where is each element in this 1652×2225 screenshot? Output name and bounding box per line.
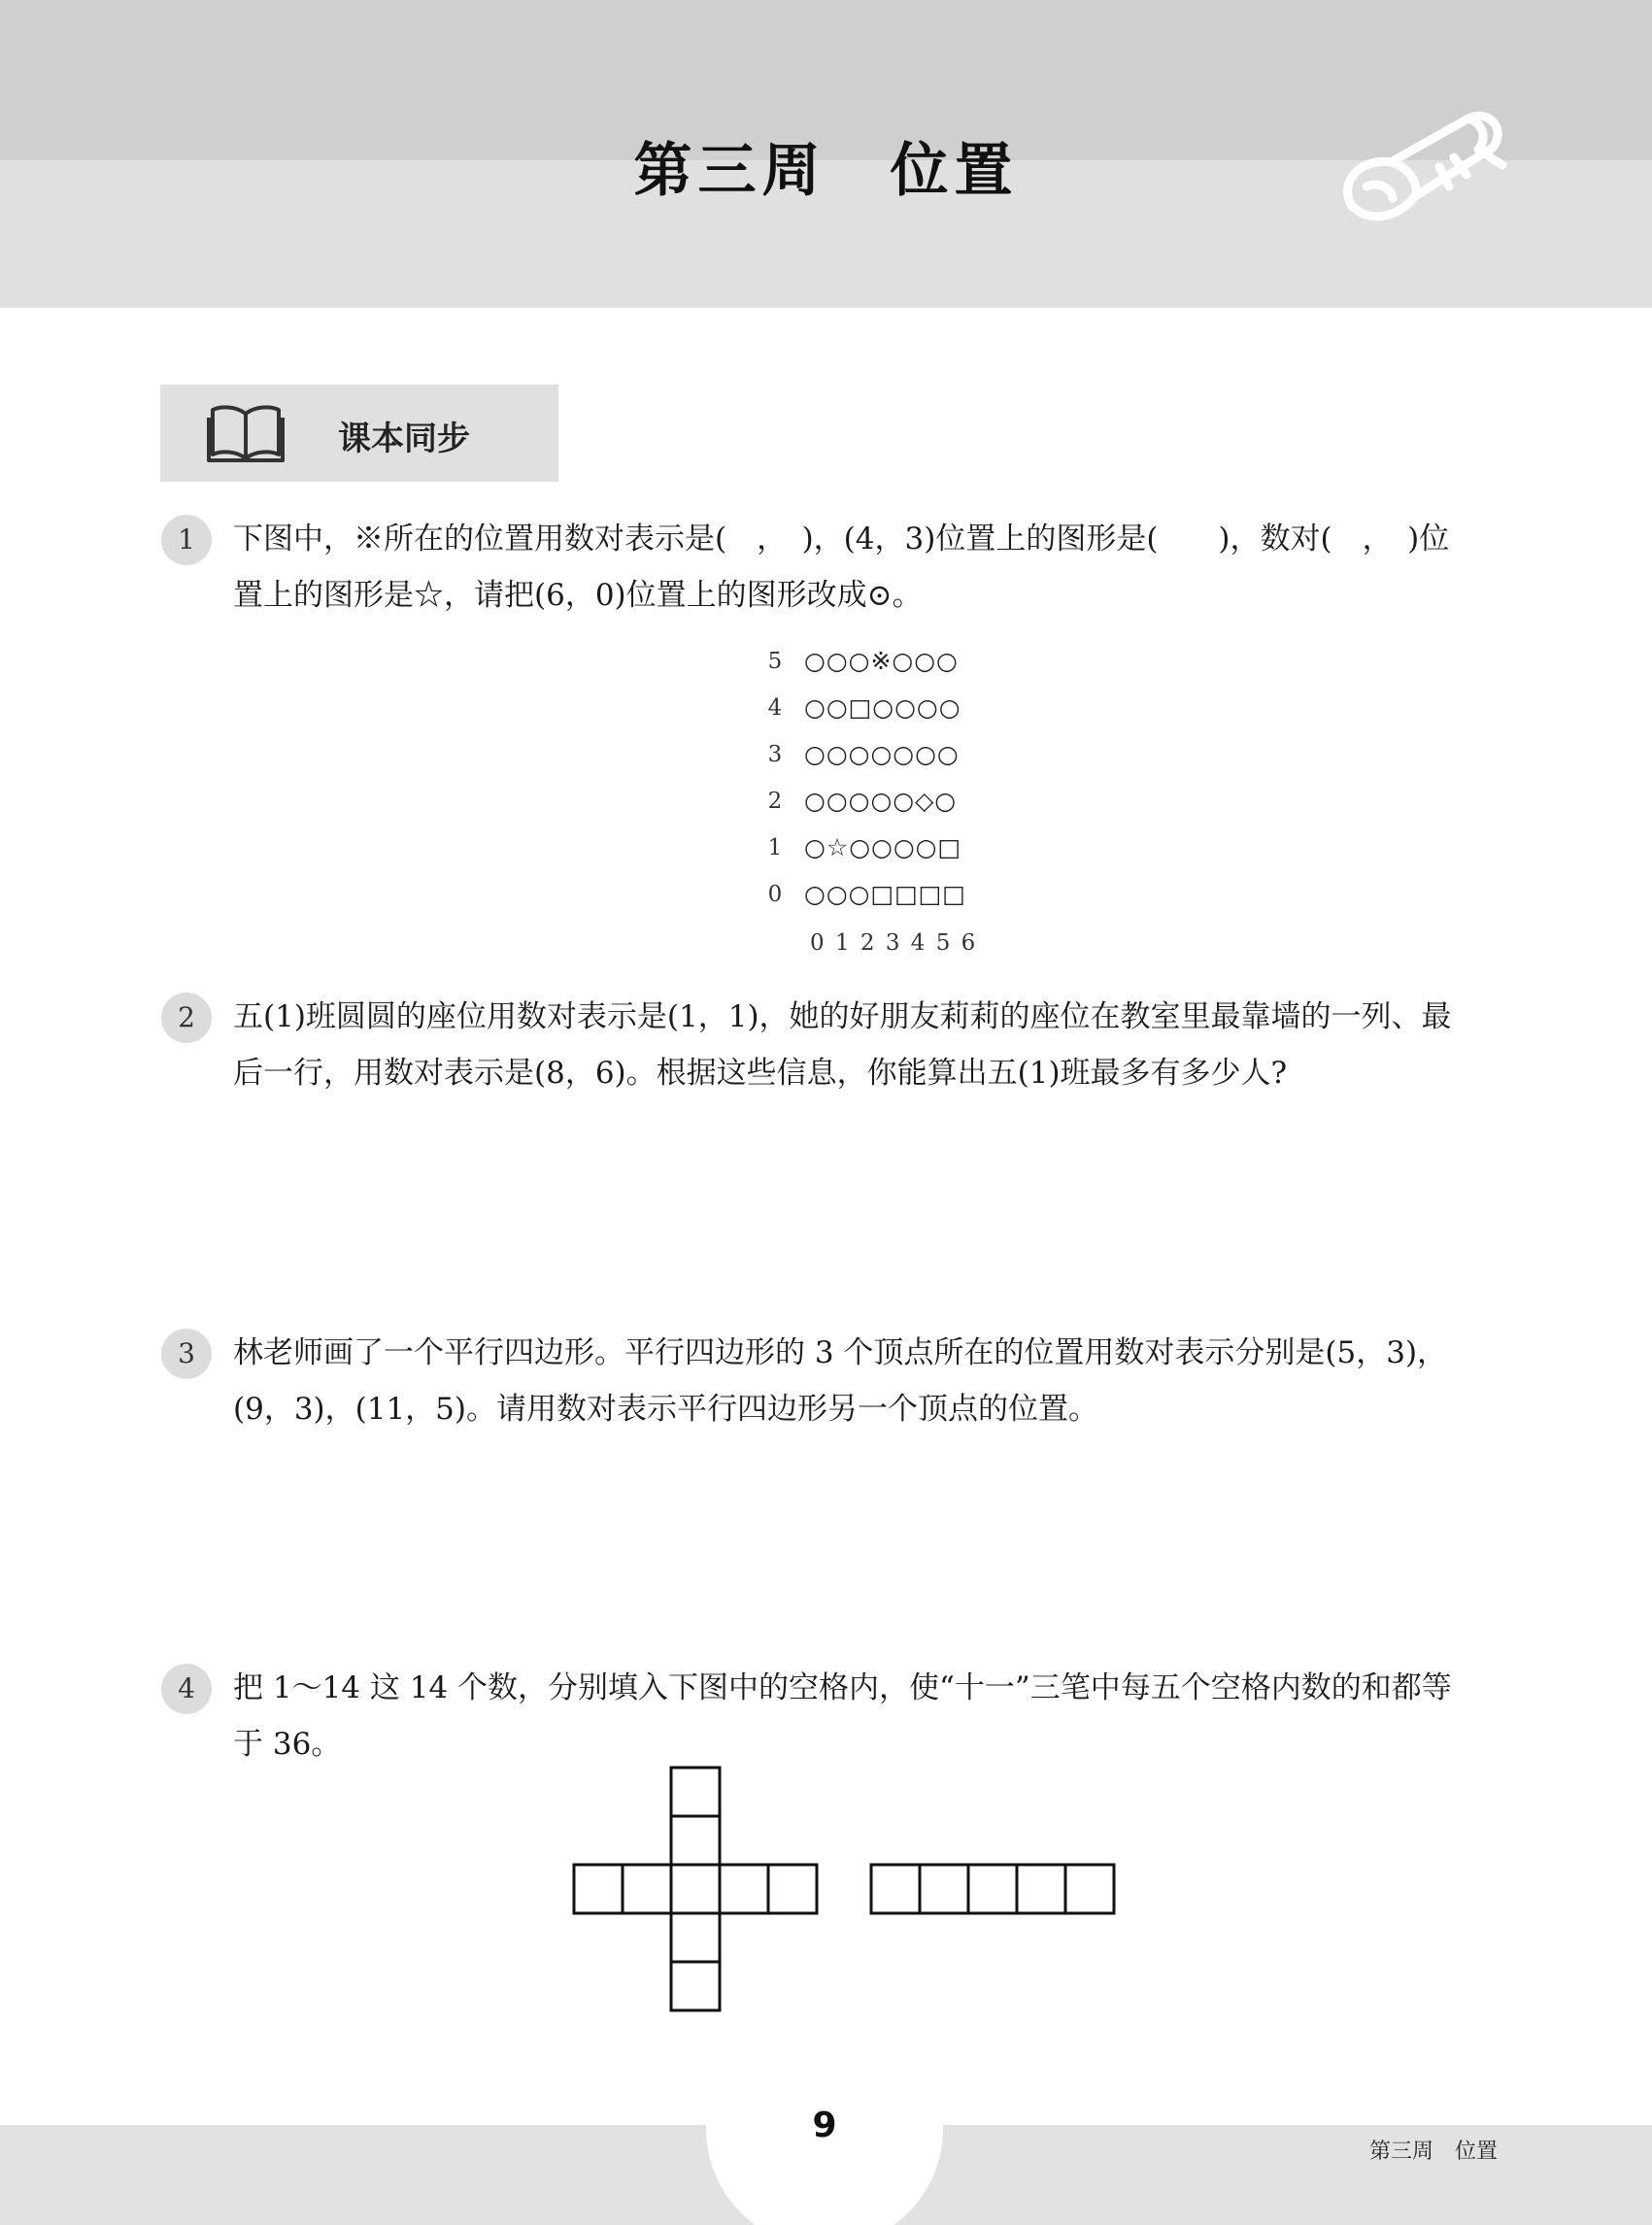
grid-row-shapes: ○○○○○◇○ [804, 787, 958, 815]
question-4-text [233, 1660, 1515, 1772]
question-2-line-2: 后一行，用数对表示是(8，6)。根据这些信息，你能算出五(1)班最多有多少人? [233, 1056, 1288, 1091]
grid-row-label: 3 [767, 742, 783, 767]
answer-box[interactable] [671, 1816, 720, 1865]
answer-box[interactable] [720, 1865, 768, 1913]
answer-box[interactable] [1065, 1865, 1114, 1913]
answer-box[interactable] [1017, 1865, 1065, 1913]
grid-row-label: 0 [767, 882, 783, 907]
grid-row-shapes: ○○□○○○○ [804, 693, 961, 722]
question-4-line-2: 于 36。 [233, 1727, 342, 1762]
question-4-line-1: 把 1～14 这 14 个数，分别填入下图中的空格内，使“十一”三笔中每五个空格内数的和都等 [233, 1670, 1452, 1705]
question-3-line-1: 林老师画了一个平行四边形。平行四边形的 3 个顶点所在的位置用数对表示分别是(5，3)， [233, 1335, 1448, 1370]
grid-x-axis-labels: 0 1 2 3 4 5 6 [810, 930, 978, 956]
grid-row-shapes: ○○○○○○○ [804, 740, 960, 768]
answer-box[interactable] [574, 1865, 623, 1913]
answer-box[interactable] [623, 1865, 671, 1913]
question-1-text [233, 511, 1515, 624]
grid-row-shapes: ○○○※○○○ [804, 647, 959, 675]
grid-row-label: 5 [767, 649, 783, 674]
question-number-1: 1 [161, 515, 212, 565]
grid-row-label: 2 [767, 789, 783, 814]
page-title: 第三周 位置 [633, 137, 1019, 205]
grid-row-shapes: ○○○□□□□ [804, 880, 966, 908]
question-number-3: 3 [161, 1329, 212, 1379]
question-number-4: 4 [161, 1664, 212, 1714]
grid-row-label: 1 [767, 835, 783, 860]
grid-row-shapes: ○☆○○○○□ [804, 833, 962, 861]
answer-box[interactable] [871, 1865, 920, 1913]
question-3-text [233, 1325, 1515, 1437]
question-1-line-1: 下图中，※所在的位置用数对表示是( ， )，(4，3)位置上的图形是( )，数对( ， )位 [233, 522, 1450, 556]
section-tag [160, 385, 558, 482]
open-book-icon [207, 402, 285, 464]
question-3-line-2: (9，3)，(11，5)。请用数对表示平行四边形另一个顶点的位置。 [233, 1392, 1098, 1427]
grid-row-label: 4 [767, 695, 783, 721]
question-2-text [233, 989, 1515, 1101]
answer-box[interactable] [671, 1913, 720, 1962]
page-number: 9 [812, 2106, 837, 2145]
section-label: 课本同步 [338, 420, 470, 458]
answer-box-center[interactable] [671, 1865, 720, 1913]
footer-chapter-label: 第三周 位置 [1369, 2140, 1499, 2164]
question-2-line-1: 五(1)班圆圆的座位用数对表示是(1，1)，她的好朋友莉莉的座位在教室里最靠墙的一列、最 [233, 999, 1452, 1034]
answer-box[interactable] [768, 1865, 817, 1913]
answer-box[interactable] [671, 1962, 720, 2010]
scroll-icon [1332, 89, 1517, 245]
answer-box[interactable] [920, 1865, 968, 1913]
answer-box[interactable] [968, 1865, 1017, 1913]
question-number-2: 2 [161, 993, 212, 1043]
question-1-line-2: 置上的图形是☆，请把(6，0)位置上的图形改成⊙。 [233, 578, 923, 613]
answer-box[interactable] [671, 1768, 720, 1816]
